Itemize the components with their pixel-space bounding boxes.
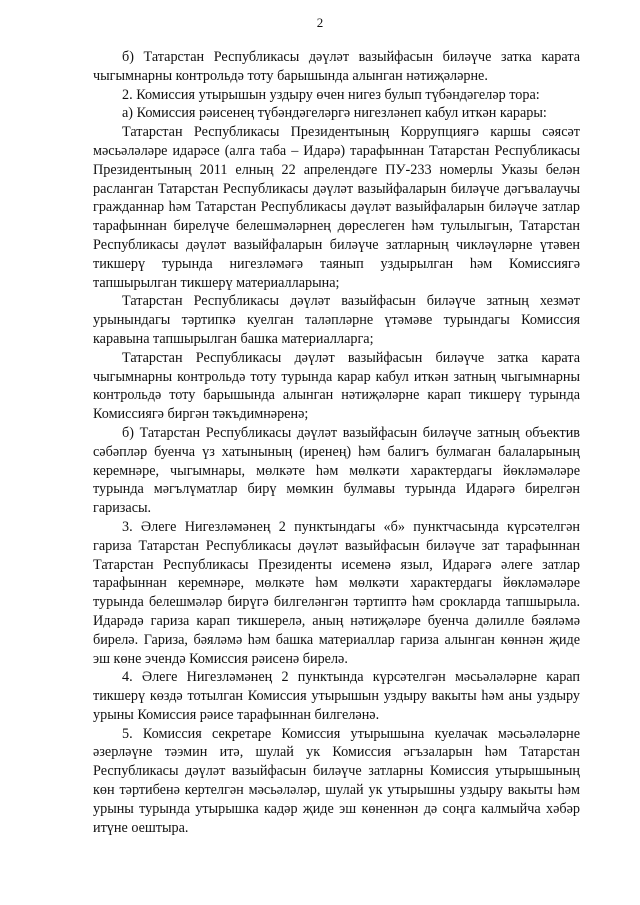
paragraph: б) Татарстан Республикасы дәүләт вазыйфасын биләүче затка карата чыгымнарны контрольдә тоту барышында алынган нәтиҗәләрне. — [93, 49, 580, 84]
paragraph: 4. Әлеге Нигезләмәнең 2 пунктында күрсәтелгән мәсьәләләрне карап тикшерү көздә тотылган Комиссия утырышын уздыру вакыты һәм аны уздыру урыны Комиссия рәисе тарафыннан билгеләнә. — [93, 669, 580, 723]
paragraph: Татарстан Республикасы дәүләт вазыйфасын биләүче затның хезмәт урынындагы тәртипкә куелган таләпләрне үтәмәве турындагы Комиссия каравына тапшырылган башка материалларга; — [93, 293, 580, 347]
paragraph: б) Татарстан Республикасы дәүләт вазыйфасын биләүче затның объектив сәбәпләр буенча үз хатынының (иренең) һәм балигъ булмаган балаларының керемнәре, чыгымнары, мөлкәте һәм мөлкәти характердагы йөкләмәләре турында мәгълүматлар бирү мөмкин булмавы турында Идарәгә бирелгән гаризасы. — [93, 424, 580, 517]
paragraph: 5. Комиссия секретаре Комиссия утырышына куелачак мәсьәләләрне әзерләүне тәэмин итә, шулай ук Комиссия әгъзаларын һәм Татарстан Республикасы дәүләт вазыйфасын биләүче затларны Комиссия утырышының көн тәртибенә кертелгән мәсьәләләр, шулай ук утырышны уздыру вакыты һәм урыны турында утырышка кадәр җиде эш көненнән дә соңга калмыйча хәбәр итүне оештыра. — [93, 725, 580, 836]
paragraph: 2. Комиссия утырышын уздыру өчен нигез булып түбәндәгеләр тора: — [122, 86, 540, 103]
paragraph: а) Комиссия рәисенең түбәндәгеләргә нигезләнеп кабул иткән карары: — [122, 105, 547, 122]
paragraph: Татарстан Республикасы Президентының Коррупциягә каршы сәясәт мәсьәләләре идарәсе (алга таба – Идарә) тарафыннан Татарстан Республикасы Президентының 2011 елның 22 апрелендәге ПУ-233 номерлы Указы белән расланган Татарстан Республикасы дәүләт вазыйфаларын биләүче дәгъвалаучы гражданнар һәм Татарстан Республикасы дәүләт вазыйфаларын биләүче затлар тарафыннан бирелүче белешмәләрнең дөреслеген һәм тулылыгын, Татарстан Республикасы дәүләт вазыйфаларын биләүче затларның чикләүләрне үтәвен тикшерү турында нигезләмәгә таянып уздырылган һәм Комиссиягә тапшырылган тикшерү материалларына; — [93, 124, 580, 291]
paragraph: 3. Әлеге Нигезләмәнең 2 пунктындагы «б» пунктчасында күрсәтелгән гариза Татарстан Республикасы дәүләт вазыйфасын биләүче зат тарафыннан Татарстан Республикасы Президенты исеменә языл, Идарәгә әлеге затлар тарафыннан керемнәре, мөлкәте һәм мөлкәти характердагы йөкләмәләре турында белешмәләр бирүгә билгеләнгән тәртиптә һәм срокларда тапшырыла. Идарәдә гариза карап тикшерелә, аның нәтиҗәләре буенча дәлилле бәяләмә бирелә. Гариза, бәяләмә һәм башка материаллар гариза алынган көннән җиде эш көне эчендә Комиссия рәисенә бирелә. — [93, 518, 580, 667]
page-number: 2 — [316, 15, 324, 30]
paragraph: Татарстан Республикасы дәүләт вазыйфасын биләүче затка карата чыгымнарны контрольдә тоту турында карар кабул иткән затның чыгымнарны контрольдә тоту барышында алынган нәтиҗәләрне карап тикшерү турында Комиссиягә биргән тәкъдимнәренә; — [93, 349, 580, 423]
document-body — [93, 48, 580, 837]
